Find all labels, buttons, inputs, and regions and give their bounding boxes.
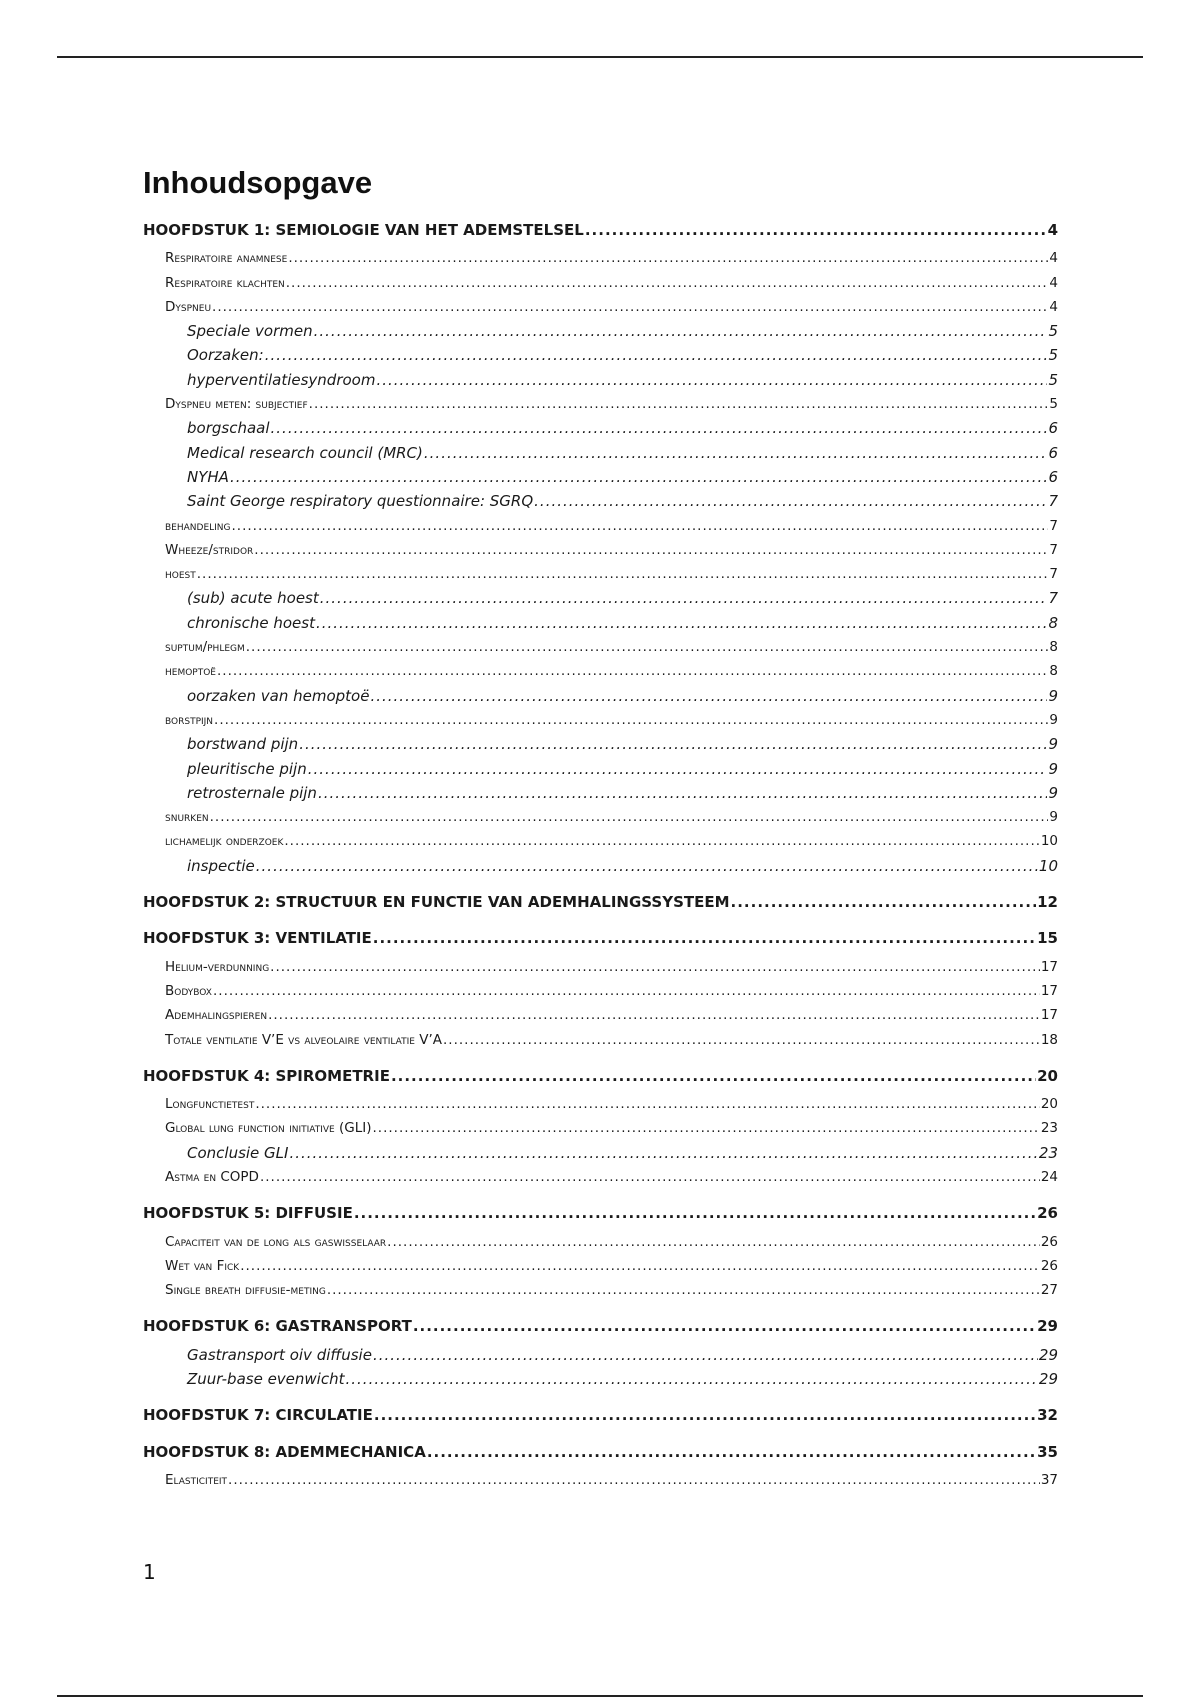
toc-entry-page: 29 [1038, 1370, 1058, 1389]
toc-entry-page: 29 [1038, 1345, 1058, 1364]
toc-entry-label: behandeling [165, 517, 231, 534]
toc-entry-label: (sub) acute hoest [187, 589, 319, 608]
toc-leader-dots [318, 781, 1048, 805]
toc-entry[interactable] [143, 1314, 1058, 1338]
toc-entry[interactable] [143, 586, 1058, 610]
toc-entry[interactable] [143, 659, 1058, 683]
toc-entry-label: Ademhalingspieren [165, 1007, 268, 1024]
toc-entry-label: Longfunctietest [165, 1096, 255, 1113]
toc-leader-dots [534, 489, 1047, 513]
toc-entry[interactable] [143, 441, 1058, 465]
toc-entry-label: inspectie [187, 856, 255, 875]
toc-entry[interactable] [143, 1003, 1058, 1027]
toc-entry-label: Medical research council (MRC) [187, 443, 423, 462]
toc-leader-dots [427, 1440, 1036, 1464]
toc-entry[interactable] [143, 1440, 1058, 1464]
toc-entry-page: 9 [1048, 783, 1058, 802]
toc-entry-page: 15 [1037, 929, 1058, 948]
toc-entry-label: Saint George respiratory questionnaire: SGRQ [187, 492, 534, 511]
toc-leader-dots [254, 538, 1048, 562]
toc-leader-dots [376, 368, 1047, 392]
toc-entry-page: 35 [1037, 1442, 1058, 1461]
toc-entry-page: 12 [1037, 893, 1058, 912]
page-title: Inhoudsopgave [143, 165, 373, 200]
toc-entry-page: 26 [1037, 1204, 1058, 1223]
toc-entry-page: 6 [1048, 443, 1058, 462]
toc-entry-page: 5 [1048, 370, 1058, 389]
toc-leader-dots [387, 1230, 1040, 1254]
toc-entry[interactable] [143, 1165, 1058, 1189]
toc-entry-label: Gastransport oiv diffusie [187, 1345, 372, 1364]
toc-entry-page: 18 [1040, 1031, 1058, 1048]
toc-leader-dots [228, 1468, 1040, 1492]
toc-entry-page: 26 [1040, 1257, 1058, 1274]
toc-entry-page: 9 [1048, 686, 1058, 705]
toc-entry[interactable] [143, 781, 1058, 805]
toc-entry-page: 7 [1048, 492, 1058, 511]
toc-entry-label: HOOFDSTUK 7: CIRCULATIE [143, 1406, 373, 1425]
toc-entry-label: Conclusie GLI [187, 1143, 289, 1162]
toc-leader-dots [346, 1367, 1038, 1391]
footer-rule [57, 1695, 1143, 1697]
toc-leader-dots [271, 416, 1048, 440]
toc-entry[interactable] [143, 611, 1058, 635]
toc-entry[interactable] [143, 732, 1058, 756]
toc-leader-dots [265, 343, 1048, 367]
toc-leader-dots [270, 955, 1040, 979]
toc-entry[interactable] [143, 1116, 1058, 1140]
toc-leader-dots [585, 218, 1047, 242]
toc-leader-dots [413, 1314, 1036, 1338]
toc-leader-dots [214, 708, 1048, 732]
toc-entry-label: HOOFDSTUK 4: SPIROMETRIE [143, 1066, 390, 1085]
toc-entry[interactable] [143, 392, 1058, 416]
toc-entry[interactable] [143, 538, 1058, 562]
toc-entry-page: 9 [1049, 711, 1058, 728]
toc-leader-dots [284, 829, 1039, 853]
toc-entry-label: oorzaken van hemoptoë [187, 686, 370, 705]
toc-entry-page: 29 [1037, 1317, 1058, 1336]
toc-entry-page: 20 [1037, 1066, 1058, 1085]
toc-leader-dots [354, 1201, 1036, 1225]
toc-entry-label: Respiratoire klachten [165, 274, 285, 291]
toc-entry[interactable] [143, 1468, 1058, 1492]
toc-entry-label: snurken [165, 809, 209, 826]
toc-entry-label: Respiratoire anamnese [165, 250, 288, 267]
toc-leader-dots [391, 1064, 1036, 1088]
toc-leader-dots [373, 1343, 1038, 1367]
toc-entry[interactable] [143, 890, 1058, 914]
toc-entry-page: 17 [1040, 1007, 1058, 1024]
toc-entry-page: 17 [1040, 958, 1058, 975]
toc-entry[interactable] [143, 218, 1058, 242]
toc-entry[interactable] [143, 1254, 1058, 1278]
toc-leader-dots [731, 890, 1037, 914]
toc-entry-page: 4 [1047, 221, 1058, 239]
toc-entry-label: hemoptoë [165, 663, 216, 680]
toc-entry-page: 32 [1037, 1406, 1058, 1425]
toc-entry-label: HOOFDSTUK 2: STRUCTUUR EN FUNCTIE VAN ADEMHALINGSSYSTEEM [143, 893, 730, 912]
toc-entry-label: Bodybox [165, 982, 212, 999]
toc-leader-dots [443, 1028, 1040, 1052]
toc-entry-label: Single breath diffusie-meting [165, 1282, 326, 1299]
toc-entry-label: Oorzaken: [187, 346, 264, 365]
toc-entry[interactable] [143, 368, 1058, 392]
toc-entry-page: 10 [1040, 833, 1058, 850]
toc-entry-page: 6 [1048, 419, 1058, 438]
toc-entry[interactable] [143, 1230, 1058, 1254]
toc-entry[interactable] [143, 854, 1058, 878]
toc-leader-dots [260, 1165, 1040, 1189]
toc-entry-page: 10 [1038, 856, 1058, 875]
toc-entry[interactable] [143, 708, 1058, 732]
toc-entry-page: 20 [1040, 1096, 1058, 1113]
toc-leader-dots [327, 1278, 1040, 1302]
toc-leader-dots [212, 295, 1048, 319]
toc-entry-page: 7 [1049, 541, 1058, 558]
toc-entry-label: Elasticiteit [165, 1471, 228, 1488]
toc-leader-dots [268, 1003, 1040, 1027]
toc-entry-label: Dyspneu [165, 298, 212, 315]
toc-entry[interactable] [143, 514, 1058, 538]
toc-entry[interactable] [143, 684, 1058, 708]
toc-entry-label: lichamelijk onderzoek [165, 833, 284, 850]
toc-entry[interactable] [143, 1064, 1058, 1088]
toc-entry[interactable] [143, 465, 1058, 489]
toc-entry-page: 23 [1038, 1143, 1058, 1162]
toc-entry-label: NYHA [187, 467, 229, 486]
toc-entry-page: 8 [1049, 639, 1058, 656]
toc-entry[interactable] [143, 319, 1058, 343]
page-number: 1 [143, 1560, 156, 1584]
toc-entry[interactable] [143, 343, 1058, 367]
toc-leader-dots [309, 392, 1049, 416]
toc-leader-dots [316, 611, 1048, 635]
toc-leader-dots [213, 979, 1040, 1003]
toc-entry-page: 5 [1049, 396, 1058, 413]
toc-leader-dots [286, 271, 1049, 295]
toc-entry-page: 23 [1040, 1120, 1058, 1137]
toc-entry[interactable] [143, 295, 1058, 319]
toc-entry[interactable] [143, 1367, 1058, 1391]
toc-entry-label: Wet van Fick [165, 1257, 240, 1274]
toc-entry-label: borgschaal [187, 419, 270, 438]
toc-entry-label: hyperventilatiesyndroom [187, 370, 376, 389]
toc-leader-dots [255, 1092, 1039, 1116]
toc-entry-label: HOOFDSTUK 5: DIFFUSIE [143, 1204, 353, 1223]
toc-entry-page: 4 [1049, 298, 1058, 315]
toc-entry-page: 17 [1040, 982, 1058, 999]
toc-entry-label: Wheeze/stridor [165, 541, 254, 558]
toc-entry-label: HOOFDSTUK 6: GASTRANSPORT [143, 1317, 412, 1336]
toc-leader-dots [256, 854, 1038, 878]
toc-entry-label: HOOFDSTUK 1: SEMIOLOGIE VAN HET ADEMSTELSEL [143, 221, 584, 239]
toc-entry[interactable] [143, 1092, 1058, 1116]
toc-leader-dots [289, 1141, 1037, 1165]
toc-entry-page: 5 [1048, 322, 1058, 341]
toc-leader-dots [210, 805, 1049, 829]
toc-entry[interactable] [143, 1028, 1058, 1052]
toc-leader-dots [314, 319, 1048, 343]
toc-entry[interactable] [143, 1403, 1058, 1427]
toc-leader-dots [373, 926, 1036, 950]
toc-leader-dots [288, 246, 1048, 270]
toc-entry-label: HOOFDSTUK 3: VENTILATIE [143, 929, 372, 948]
toc-entry-label: chronische hoest [187, 613, 315, 632]
toc-entry-page: 26 [1040, 1233, 1058, 1250]
toc-leader-dots [424, 441, 1048, 465]
toc-leader-dots [374, 1403, 1036, 1427]
toc-entry-label: borstpijn [165, 711, 214, 728]
toc-leader-dots [373, 1116, 1040, 1140]
toc-entry-page: 37 [1040, 1471, 1058, 1488]
toc-leader-dots [308, 757, 1048, 781]
toc-entry-page: 24 [1040, 1168, 1058, 1185]
toc-leader-dots [320, 586, 1048, 610]
toc-entry-page: 5 [1048, 346, 1058, 365]
toc-entry-label: suptum/phlegm [165, 639, 245, 656]
toc-entry-page: 8 [1049, 663, 1058, 680]
toc-entry[interactable] [143, 271, 1058, 295]
toc-entry-label: Global lung function initiative (GLI) [165, 1120, 372, 1137]
toc-entry-page: 9 [1048, 759, 1058, 778]
toc-entry-label: retrosternale pijn [187, 783, 317, 802]
toc-leader-dots [370, 684, 1047, 708]
toc-entry-label: Zuur-base evenwicht [187, 1370, 345, 1389]
toc-entry[interactable] [143, 1141, 1058, 1165]
table-of-contents [143, 218, 1058, 1492]
toc-entry[interactable] [143, 805, 1058, 829]
toc-entry-page: 9 [1049, 809, 1058, 826]
toc-entry-page: 7 [1049, 517, 1058, 534]
toc-entry[interactable] [143, 1201, 1058, 1225]
toc-entry[interactable] [143, 562, 1058, 586]
toc-entry[interactable] [143, 955, 1058, 979]
toc-leader-dots [230, 465, 1048, 489]
toc-entry-page: 4 [1049, 250, 1058, 267]
toc-entry-label: HOOFDSTUK 8: ADEMMECHANICA [143, 1442, 426, 1461]
toc-entry-label: hoest [165, 566, 196, 583]
toc-entry-label: Totale ventilatie V’E vs alveolaire ventilatie V’A [165, 1031, 442, 1048]
toc-entry-page: 27 [1040, 1282, 1058, 1299]
toc-entry-page: 6 [1048, 467, 1058, 486]
header-rule [57, 56, 1143, 58]
toc-entry[interactable] [143, 979, 1058, 1003]
toc-entry[interactable] [143, 635, 1058, 659]
toc-entry-label: Capaciteit van de long als gaswisselaar [165, 1233, 387, 1250]
toc-leader-dots [240, 1254, 1040, 1278]
toc-entry[interactable] [143, 1343, 1058, 1367]
toc-entry[interactable] [143, 489, 1058, 513]
toc-entry-page: 4 [1049, 274, 1058, 291]
toc-entry-label: Speciale vormen [187, 322, 313, 341]
toc-leader-dots [232, 514, 1049, 538]
toc-leader-dots [217, 659, 1048, 683]
toc-leader-dots [197, 562, 1049, 586]
toc-entry-label: Helium-verdunning [165, 958, 270, 975]
toc-entry[interactable] [143, 757, 1058, 781]
toc-leader-dots [246, 635, 1049, 659]
toc-entry-page: 8 [1048, 613, 1058, 632]
toc-entry-label: Dyspneu meten: subjectief [165, 396, 308, 413]
toc-leader-dots [299, 732, 1047, 756]
toc-entry-page: 7 [1048, 589, 1058, 608]
toc-entry-label: borstwand pijn [187, 735, 299, 754]
toc-entry-label: Astma en COPD [165, 1168, 259, 1185]
toc-entry[interactable] [143, 416, 1058, 440]
toc-entry-page: 7 [1049, 566, 1058, 583]
toc-entry[interactable] [143, 1278, 1058, 1302]
toc-entry[interactable] [143, 246, 1058, 270]
toc-entry[interactable] [143, 829, 1058, 853]
toc-entry[interactable] [143, 926, 1058, 950]
toc-entry-label: pleuritische pijn [187, 759, 307, 778]
toc-entry-page: 9 [1048, 735, 1058, 754]
